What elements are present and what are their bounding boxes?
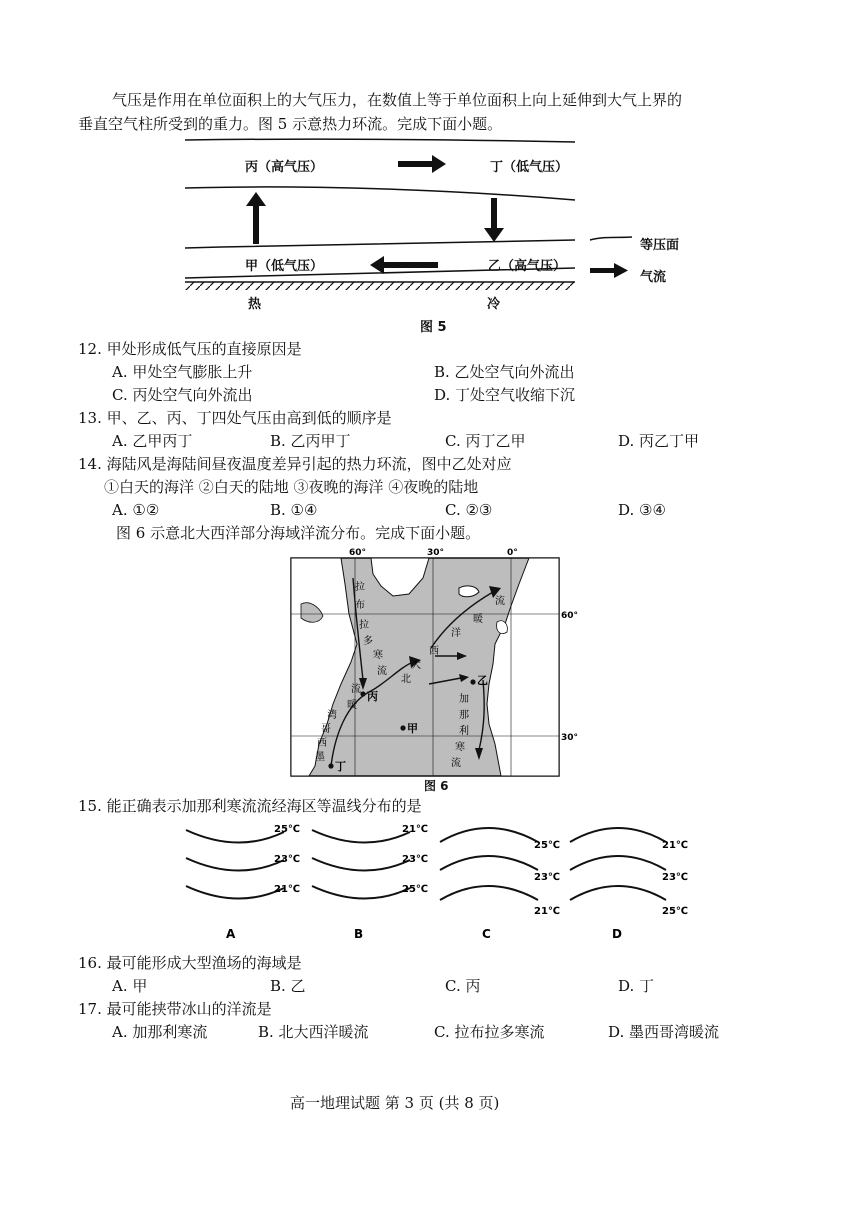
figure-6-map [289,544,585,780]
q12-option-a: A. 甲处空气膨胀上升 [112,363,253,381]
figure-5-caption: 图 5 [420,320,447,335]
q14-option-a: A. ①② [112,501,160,519]
natl-char-3: 西 [429,646,439,657]
c-iso-3: 21℃ [534,906,561,917]
q12-option-b: B. 乙处空气向外流出 [434,363,575,381]
q15-stem: 15. 能正确表示加那利寒流流经海区等温线分布的是 [78,797,422,815]
figure-6-caption: 图 6 [424,779,449,793]
q12-stem: 12. 甲处形成低气压的直接原因是 [78,340,302,358]
label-jia-low: 甲（低气压） [245,259,324,274]
labrador-char-6: 流 [377,666,387,677]
label-ding-low: 丁（低气压） [490,160,569,175]
q13-option-d: D. 丙乙丁甲 [618,432,700,450]
natl-char-4: 洋 [451,628,461,639]
point-ding [328,763,333,768]
sinking-arrow [484,198,504,242]
intro-line-2: 垂直空气柱所受到的重力。图 5 示意热力环流。完成下面小题。 [78,115,503,133]
q14-statements: ①白天的海洋 ②白天的陆地 ③夜晚的海洋 ④夜晚的陆地 [104,478,479,496]
c-iso-2: 23℃ [534,872,561,883]
map-label-bing: 丙 [367,690,378,703]
legend-airflow-label: 气流 [640,270,667,285]
q17-stem: 17. 最可能挟带冰山的洋流是 [78,1000,272,1018]
ground-hatch [185,282,575,290]
labrador-char-2: 布 [355,600,365,611]
b-iso-3: 25℃ [402,884,429,895]
q14-option-c: C. ②③ [445,501,493,519]
q12-option-c: C. 丙处空气向外流出 [112,386,253,404]
gulf-char-1: 墨 [315,752,325,763]
canary-char-1: 加 [459,694,469,705]
b-label: B [354,927,364,941]
intro-line-1: 气压是作用在单位面积上的大气压力，在数值上等于单位面积上向上延伸到大气上界的 [112,91,683,109]
option-c-isotherms [440,828,538,900]
lower-isobar-top [185,240,575,248]
canary-char-2: 那 [459,710,469,721]
q15-isotherm-options [178,818,698,944]
label-cold: 冷 [487,297,501,312]
natl-char-6: 流 [495,596,505,607]
gulf-char-5: 暖 [347,700,357,711]
natl-char-5: 暖 [473,614,483,625]
legend-isobar-label: 等压面 [640,238,680,253]
gulf-char-3: 哥 [321,724,331,735]
label-yi-high: 乙（高气压） [488,259,567,274]
lon-label-30: 30° [427,548,445,558]
c-iso-1: 25℃ [534,840,561,851]
a-iso-1: 25℃ [274,824,301,835]
lon-label-0: 0° [507,548,518,558]
q16-option-d: D. 丁 [618,977,655,995]
q14-stem: 14. 海陆风是海陆间昼夜温度差异引起的热力环流，图中乙处对应 [78,455,512,473]
upper-isobar-bottom [185,187,575,200]
a-label: A [226,927,236,941]
rising-arrow [246,192,266,244]
q16-option-b: B. 乙 [270,977,306,995]
q16-option-a: A. 甲 [112,977,148,995]
point-bing [360,691,365,696]
q13-option-c: C. 丙丁乙甲 [445,432,526,450]
gulf-char-6: 流 [351,684,361,695]
labrador-char-3: 拉 [359,620,369,631]
a-iso-3: 21℃ [274,884,301,895]
labrador-char-5: 寒 [373,650,383,661]
a-iso-2: 23℃ [274,854,301,865]
label-bing-high: 丙（高气压） [245,160,324,175]
b-iso-1: 21℃ [402,824,429,835]
q13-option-b: B. 乙丙甲丁 [270,432,351,450]
canary-char-5: 流 [451,758,461,769]
q12-option-d: D. 丁处空气收缩下沉 [434,386,576,404]
airflow-legend-arrow [590,263,628,278]
lon-label-60: 60° [349,548,367,558]
d-iso-3: 25℃ [662,906,689,917]
q17-option-d: D. 墨西哥湾暖流 [608,1023,720,1041]
q13-stem: 13. 甲、乙、丙、丁四处气压由高到低的顺序是 [78,409,392,427]
gulf-char-2: 西 [317,738,327,749]
labrador-char-1: 拉 [355,582,365,593]
map-label-ding: 丁 [335,760,346,773]
natl-char-2: 大 [411,660,421,671]
d-iso-1: 21℃ [662,840,689,851]
labrador-char-4: 多 [363,636,373,647]
point-yi [470,679,475,684]
b-iso-2: 23℃ [402,854,429,865]
option-d-isotherms [570,828,666,900]
option-b-isotherms [312,830,410,899]
point-jia [400,725,405,730]
option-a-isotherms [186,830,284,899]
map-label-jia: 甲 [407,722,418,735]
d-iso-2: 23℃ [662,872,689,883]
map-label-yi: 乙 [477,674,488,687]
upper-isobar-top [185,139,575,142]
q16-stem: 16. 最可能形成大型渔场的海域是 [78,954,302,972]
c-label: C [482,927,491,941]
fig6-intro: 图 6 示意北大西洋部分海域洋流分布。完成下面小题。 [116,524,481,542]
lat-label-60: 60° [561,611,579,621]
canary-char-3: 利 [459,726,469,737]
upper-flow-arrow [398,155,446,173]
isobar-legend-line [590,237,632,240]
label-hot: 热 [248,297,262,312]
q14-option-d: D. ③④ [618,501,666,519]
q17-option-a: A. 加那利寒流 [112,1023,208,1041]
canary-char-4: 寒 [455,742,465,753]
gulf-char-4: 湾 [327,710,337,721]
q13-option-a: A. 乙甲丙丁 [112,432,193,450]
natl-char-1: 北 [401,674,411,685]
q17-option-b: B. 北大西洋暖流 [258,1023,369,1041]
q14-option-b: B. ①④ [270,501,318,519]
page-footer: 高一地理试题 第 3 页 (共 8 页) [290,1094,500,1112]
q17-option-c: C. 拉布拉多寒流 [434,1023,545,1041]
d-label: D [612,927,622,941]
lat-label-30: 30° [561,733,579,743]
q16-option-c: C. 丙 [445,977,481,995]
